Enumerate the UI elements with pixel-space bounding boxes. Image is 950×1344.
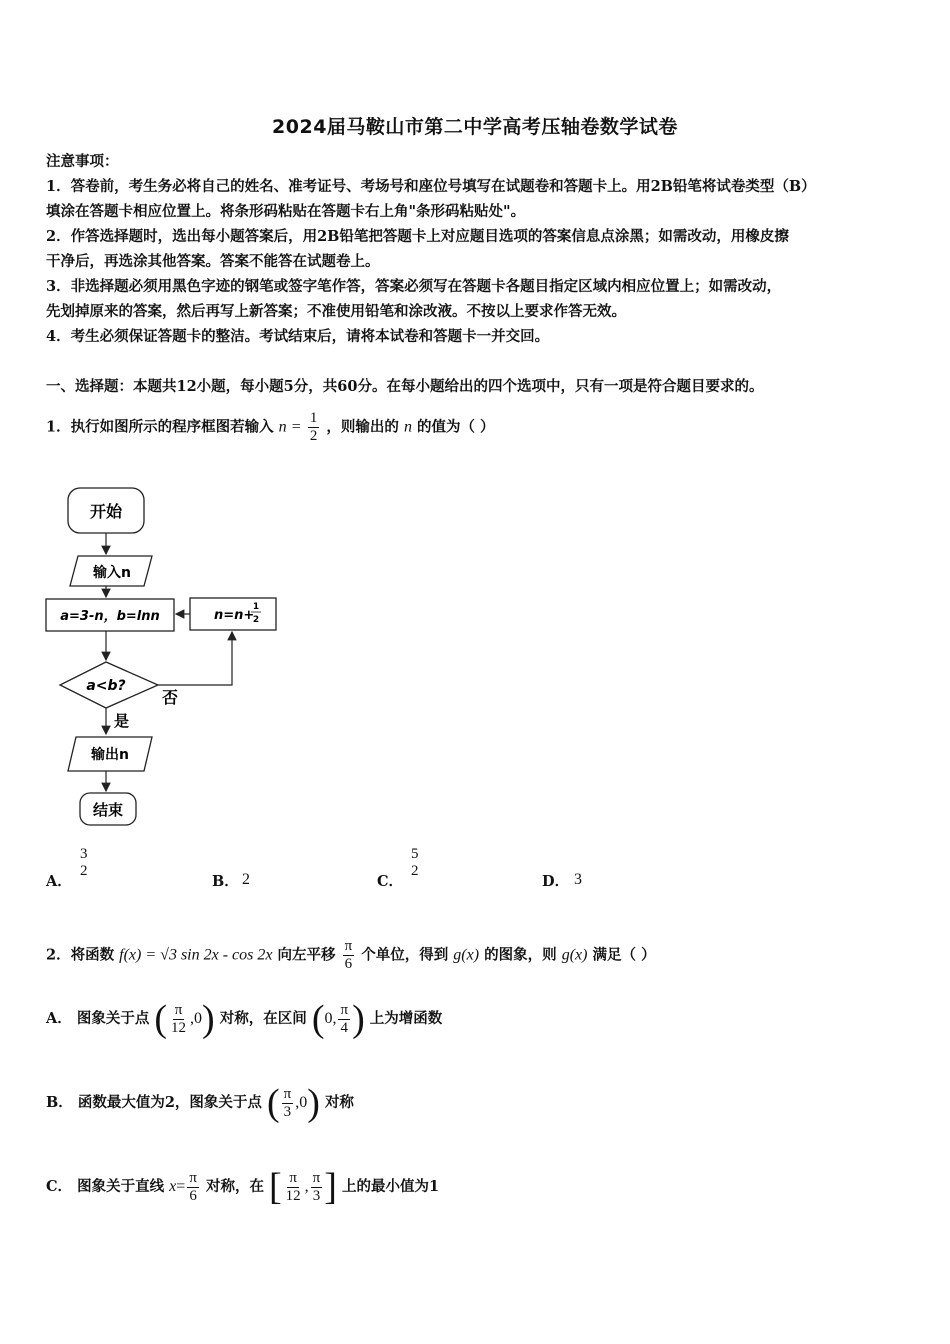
paren-right: ) [307, 1082, 320, 1124]
q1-option-c-value [409, 846, 421, 880]
point-fraction [169, 1002, 188, 1037]
notice-line: 4．考生必须保证答题卡的整洁。考试结束后，请将本试卷和答题卡一并交回。 [46, 328, 550, 345]
interval-fraction [338, 1002, 350, 1037]
frac-den: 2 [80, 863, 88, 879]
q2-option-b [46, 1084, 354, 1122]
q1-option-a-label: A． [46, 873, 72, 890]
question-1 [46, 410, 495, 445]
q2-option-a [46, 1000, 442, 1038]
line-fraction [187, 1170, 199, 1205]
q2-g: g(x) [453, 946, 480, 964]
flow-update-num: 1 [252, 602, 260, 612]
flow-arrow-no [158, 632, 232, 685]
notice-line: 填涂在答题卡相应位置上。将条形码粘贴在答题卡右上角"条形码粘贴处"。 [46, 203, 526, 220]
frac-den: 12 [285, 1187, 301, 1204]
frac-den: 6 [344, 956, 353, 972]
option-text: 对称，在 [205, 1178, 264, 1195]
q1-option-b-label: B． [212, 873, 239, 890]
paren-right: ) [202, 998, 215, 1040]
paren-left: ( [311, 998, 325, 1040]
q1-var-n: n [278, 418, 287, 436]
frac-den: 3 [283, 1103, 292, 1120]
option-text: 对称，在区间 [219, 1010, 307, 1027]
frac-den: 3 [312, 1187, 321, 1204]
q2-mid2: 的图象，则 [484, 946, 557, 964]
line-eq: = [176, 1178, 186, 1195]
paren-left: ( [154, 998, 168, 1040]
flow-update-label: n=n+ [214, 608, 255, 623]
frac-num: π [174, 1001, 183, 1018]
flow-cond-label: a<b? [86, 678, 126, 694]
option-label: B． [46, 1094, 73, 1111]
q2-prefix: 2．将函数 [46, 946, 115, 964]
q2-shift-text: 向左平移 [277, 946, 336, 964]
flow-input-label: 输入n [93, 565, 131, 581]
notice-heading: 注意事项： [46, 153, 119, 170]
frac-den: 2 [309, 428, 318, 444]
q1-option-d-value: 3 [574, 871, 582, 888]
frac-den: 6 [189, 1187, 197, 1204]
q2-shift-fraction [343, 938, 355, 973]
notice-line: 1．答卷前，考生务必将自己的姓名、准考证号、考场号和座位号填写在试题卷和答题卡上。用2B铅笔将试卷类型（B） [46, 178, 816, 195]
paren-left: ( [266, 1082, 280, 1124]
interval-fraction [284, 1170, 303, 1205]
frac-num: π [340, 1001, 349, 1018]
q1-option-b-value: 2 [242, 871, 250, 888]
flow-yes-label: 是 [114, 712, 130, 730]
q1-suffix: 的值为（ ） [417, 418, 495, 436]
option-text: 对称 [324, 1094, 354, 1111]
option-label: A． [46, 1010, 72, 1027]
flow-end-label: 结束 [92, 801, 124, 819]
line-x: x [169, 1178, 177, 1195]
option-text: 图象关于点 [76, 1010, 150, 1027]
q2-suffix: 满足（ ） [592, 946, 656, 964]
frac-num: 1 [309, 410, 318, 426]
notice-line: 3．非选择题必须用黑色字迹的钢笔或签字笔作答，答案必须写在答题卡各题目指定区域内相应位置上；如需改动， [46, 278, 782, 295]
interval-fraction [311, 1170, 323, 1205]
option-text: 上的最小值为1 [341, 1178, 440, 1195]
option-text: 上为增函数 [369, 1010, 443, 1027]
q2-mid: 个单位，得到 [361, 946, 449, 964]
question-2 [46, 938, 656, 973]
paren-right: ) [352, 998, 365, 1040]
frac-num: 3 [80, 846, 88, 862]
bracket-right: ] [324, 1166, 337, 1208]
frac-num: π [344, 938, 353, 954]
bracket-left: [ [269, 1166, 282, 1208]
point-rest: ,0 [190, 1010, 203, 1027]
flow-start-label: 开始 [89, 502, 123, 521]
flow-update-den: 2 [252, 615, 260, 625]
option-text: 图象关于直线 [77, 1178, 165, 1195]
frac-den: 4 [340, 1019, 349, 1036]
option-label: C． [46, 1178, 73, 1195]
q2-g2: g(x) [561, 946, 588, 964]
frac-num: 5 [411, 846, 419, 862]
frac-num: π [312, 1169, 321, 1186]
point-rest: ,0 [295, 1094, 308, 1111]
section-heading: 一、选择题：本题共12小题，每小题5分，共60分。在每小题给出的四个选项中，只有一项是符合题目要求的。 [46, 378, 764, 395]
notice-line: 先划掉原来的答案，然后再写上新答案；不准使用铅笔和涂改液。不按以上要求作答无效。 [46, 303, 626, 320]
frac-num: π [289, 1169, 297, 1186]
frac-num: π [283, 1085, 292, 1102]
notice-line: 干净后，再选涂其他答案。答案不能答在试题卷上。 [46, 253, 380, 270]
page-title: 2024届马鞍山市第二中学高考压轴卷数学试卷 [272, 116, 678, 138]
q1-option-d-label: D． [542, 873, 570, 890]
frac-den: 2 [411, 863, 419, 879]
interval-first: 0, [324, 1010, 337, 1027]
q1-eq: = [291, 418, 301, 436]
flow-no-label: 否 [162, 688, 179, 707]
q1-option-a-value [78, 846, 90, 880]
flow-output-label: 输出n [91, 747, 129, 763]
q2-option-c [46, 1168, 439, 1206]
interval-comma: , [304, 1178, 309, 1195]
q1-fraction [308, 410, 320, 445]
q1-option-c-label: C． [377, 873, 404, 890]
q1-var-n2: n [403, 418, 412, 436]
q1-prefix: 1．执行如图所示的程序框图若输入 [46, 418, 274, 436]
point-fraction [282, 1086, 294, 1121]
frac-num: π [189, 1169, 197, 1186]
option-text: 函数最大值为2，图象关于点 [77, 1094, 262, 1111]
flowchart [40, 480, 300, 840]
frac-den: 12 [171, 1019, 187, 1036]
q2-function: f(x) = √3 sin 2x - cos 2x [119, 946, 273, 964]
flow-assign-label: a=3-n，b=lnn [60, 609, 160, 624]
notice-line: 2．作答选择题时，选出每小题答案后，用2B铅笔把答题卡上对应题目选项的答案信息点涂黑；如需改动，用橡皮擦 [46, 228, 789, 245]
q1-mid: ，则输出的 [326, 418, 399, 436]
